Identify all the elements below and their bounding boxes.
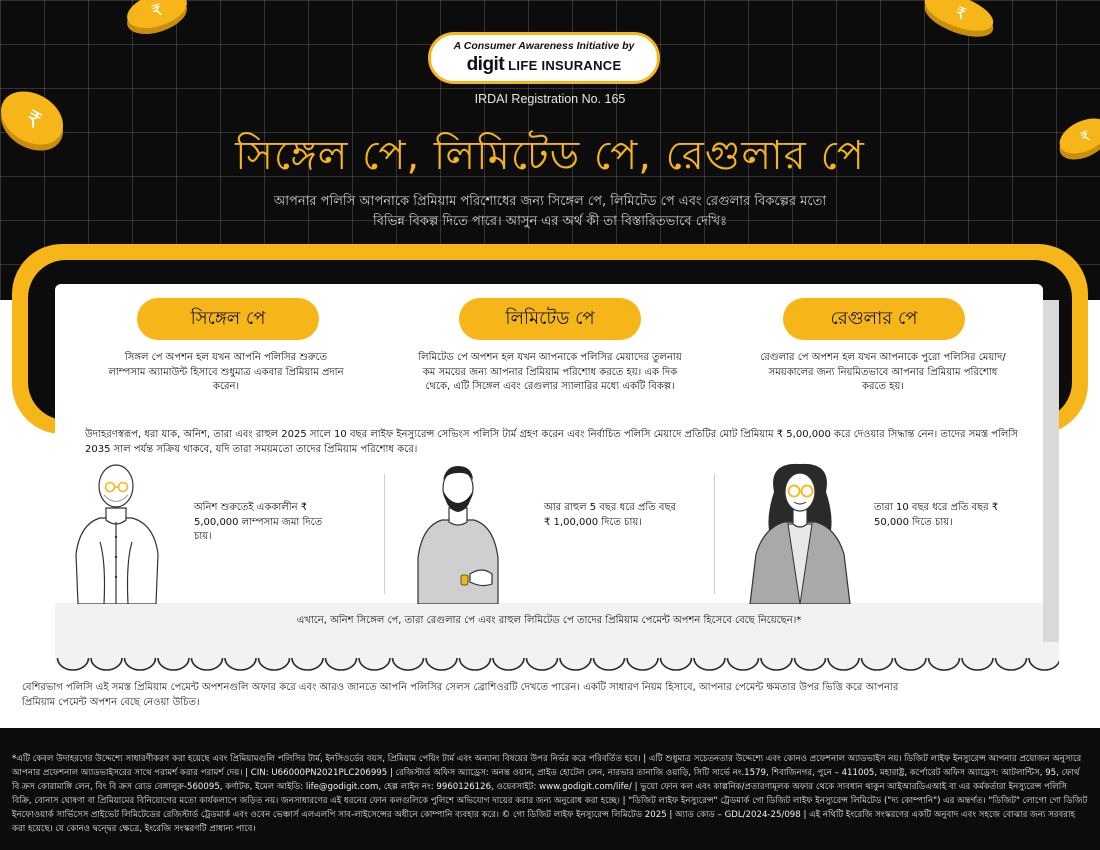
intro-line-1: আপনার পলিসি আপনাকে প্রিমিয়াম পরিশোধের জন্য সিঙ্গেল পে, লিমিটেড পে এবং রেগুলার বিকল্পের মতো — [273, 194, 827, 209]
limited-pay-label: লিমিটেড পে — [459, 298, 641, 340]
woman-with-glasses-illustration — [744, 462, 856, 604]
svg-text:₹: ₹ — [149, 0, 165, 22]
rupee-coin-icon — [122, 0, 192, 38]
brand-suffix: LIFE INSURANCE — [508, 58, 622, 73]
registration-number: IRDAI Registration No. 165 — [474, 92, 626, 106]
payment-option-note: বেশিরভাগ পলিসি এই সমস্ত প্রিমিয়াম পেমেন্ট অপশনগুলি অফার করে এবং আরও জানতে আপনি পলিসির সেলস ব্রোশিওরটি দেখতে পারেন। একটি সাধারণ নিয়ম হিসাবে, আপনার পেমেন্ট ক্ষমতার উপর ভিত্তি করে আপনার প্রিমিয়াম পেমেন্ট অপশন বেছে নেওয়া উচিত। — [22, 682, 899, 708]
intro-line-2: বিভিন্ন বিকল্প দিতে পারে। আসুন এর অর্থ কী তা বিস্তারিতভাবে দেখিঃ — [372, 214, 728, 229]
example-text: উদাহরণস্বরূপ, ধরা যাক, অনিশ, তারা এবং রাহুল 2025 সালে 10 বছর লাইফ ইনস্যুরেন্স সেভিংস পলিসি টার্ম গ্রহণ করেন এবং নির্বাচিত পলিসি মেয়াদে প্রতিটির মোট প্রিমিয়াম ₹ 5,00,000 করে দেওয়ার সিদ্ধান্ত নেন। তাদের সমস্ত পলিসি 2035 সাল পর্যন্ত সক্রিয় থাকবে, যদি তারা সময়মতো তাদের প্রিমিয়াম পরিশোধ করে। — [85, 429, 1018, 455]
single-pay-label: সিঙ্গেল পে — [137, 298, 319, 340]
brand-name: digit — [466, 54, 505, 75]
page-title: সিঙ্গেল পে, লিমিটেড পে, রেগুলার পে — [235, 133, 865, 179]
brand-badge — [428, 32, 660, 84]
panel-shadow — [1043, 300, 1059, 660]
summary-text: এখানে, অনিশ সিঙ্গেল পে, তারা রেগুলার পে এবং রাহুল লিমিটেড পে তাদের প্রিমিয়াম পেমেন্ট অপশন হিসেবে বেছে নিয়েছেন।* — [296, 615, 802, 626]
svg-text:₹: ₹ — [952, 2, 969, 24]
rahul-note: আর রাহুল 5 বছর ধরে প্রতি বছর ₹ 1,00,000 দিতে চায়। — [544, 502, 677, 528]
bearded-man-illustration — [412, 462, 504, 604]
regular-pay-label: রেগুলার পে — [783, 298, 965, 340]
footer — [0, 728, 1100, 850]
footer-disclaimer: *এটি কেবল উদাহরণের উদ্দেশ্যে সাধারণীকরণ করা হয়েছে এবং প্রিমিয়ামগুলি পলিসির টার্ম, ইনসিওর্ডের বয়স, প্রিমিয়াম পেয়িং টার্ম এবং অন্যান্য বিষয়ের উপর নির্ভর করে পরিবর্তিত হবে। | এটি শুধুমাত্র সচেতনতার উদ্দেশ্যে এবং কোনও প্রফেশনাল অ্যাডভাইস নয়। ডিজিট লাইফ ইনস্যুরেন্স আপনার প্রয়োজন অনুসারে আপনার প্রফেশনাল অ্যাডভাইসরের সাথে পরামর্শ করার পরামর্শ দেয়। | CIN: U66000PN2021PLC206995 | রেজিস্টার্ড অফিস অ্যাড্রেস: অনন্ত ওয়ান, প্রাইড হোটেল লেন, নারভার তানাজি ওয়াড়ি, সিটি সার্ভে নং.1579, শিবাজিনগর, পুনে – 411005, মহারাষ্ট্র, কর্পোরেট অফিস অ্যাড্রেস: আটলান্টিস, 95, ফোর্থ বি ক্রস কোরামাঙ্গি লেন, বিং বি ক্রস রোড বেঙ্গালুরু-560095, কর্ণাটক, ইমেল আইডি: life@godigit.com, হেল্প লাইন নং: 9960126126, ওয়েবসাইট: www.godigit.com/life/ | ভুয়ো ফোন কল এবং কাল্পনিক/প্রতারণামূলক অফার থেকে সাবধান থাকুন আইআরডিএআই বা এর কর্মকর্তারা ইনস্যুরেন্স পলিসি বিক্রি, বোনাস ঘোষণা বা প্রিমিয়ামের বিনিয়োগের মতো কার্যকলাপে জড়িত নয়। জনসাধারণের এই ধরনের ফোন কলগুলিকে পুলিশে অভিযোগ দায়ের করার জন্য অনুরোধ করা হচ্ছে। | "ডিজিট লাইফ ইনস্যুরেন্স" ট্রেডমার্ক গো ডিজিট লাইফ ইনস্যুরেন্স লিমিটেড ("দ্য কোম্পানি") এর অন্তর্গত। "ডিজিট" লোগো গো ডিজিট ইনফোওয়ার্ক সার্ভিসেস প্রাইভেট লিমিটেডের রেজিস্টার্ড ট্রেডমার্ক এবং ওবেন ভেঞ্চার্স এলএলপি সাব-লাইসেন্সের অধীনে কোম্পানি ব্যবহার করে। © গো ডিজিট লাইফ ইনস্যুরেন্স লিমিটেড 2025 | অ্যাড কোড – GDL/2024-25/098 | এই নথিটি ইংরেজি সংস্করণের একটি অনুবাদ এবং সহজে বোঝার জন্য সরবরাহ করা হয়েছে। যে কোনও দ্বন্দ্বের ক্ষেত্রে, ইংরেজি সংস্করণটি প্রাধান্য পাবে। — [12, 754, 1088, 834]
tara-note: তারা 10 বছর ধরে প্রতি বছর ₹ 50,000 দিতে চায়। — [874, 502, 999, 528]
svg-text:₹: ₹ — [1078, 128, 1094, 147]
scalloped-edge — [55, 642, 1059, 676]
rupee-coin-icon — [916, 0, 1002, 42]
single-pay-description: সিঙ্গল পে অপশন হল যখন আপনি পলিসির শুরুতে লাম্পসাম অ্যামাউন্ট হিসাবে শুধুমাত্র একবার প্রিমিয়াম প্রদান করেন। — [108, 352, 344, 392]
column-divider — [714, 474, 715, 594]
badge-tagline: A Consumer Awareness Initiative by — [453, 40, 635, 52]
man-in-shirt-illustration — [70, 462, 162, 604]
regular-pay-description: রেগুলার পে অপশন হল যখন আপনাকে পুরো পলিসির মেয়াদ/সময়কালের জন্য নিয়মিতভাবে আপনার প্রিমিয়াম পরিশোধ করতে হয়। — [760, 352, 1006, 392]
column-divider — [384, 474, 385, 594]
intro-text — [200, 192, 900, 232]
svg-text:₹: ₹ — [20, 105, 46, 135]
anish-note: অনিশ শুরুতেই এককালীন ₹ 5,00,000 লাম্পসাম জমা দিতে চায়। — [194, 502, 323, 542]
brand-logo — [431, 54, 657, 76]
limited-pay-description: লিমিটেড পে অপশন হল যখন আপনাকে পলিসির মেয়াদের তুলনায় কম সময়ের জন্য আপনার প্রিমিয়াম পরিশোধ করতে হয়। এক দিক থেকে, এটি সিঙ্গেল এবং রেগুলার স্যালারির মধ্যে একটি বিকল্প। — [418, 352, 682, 392]
